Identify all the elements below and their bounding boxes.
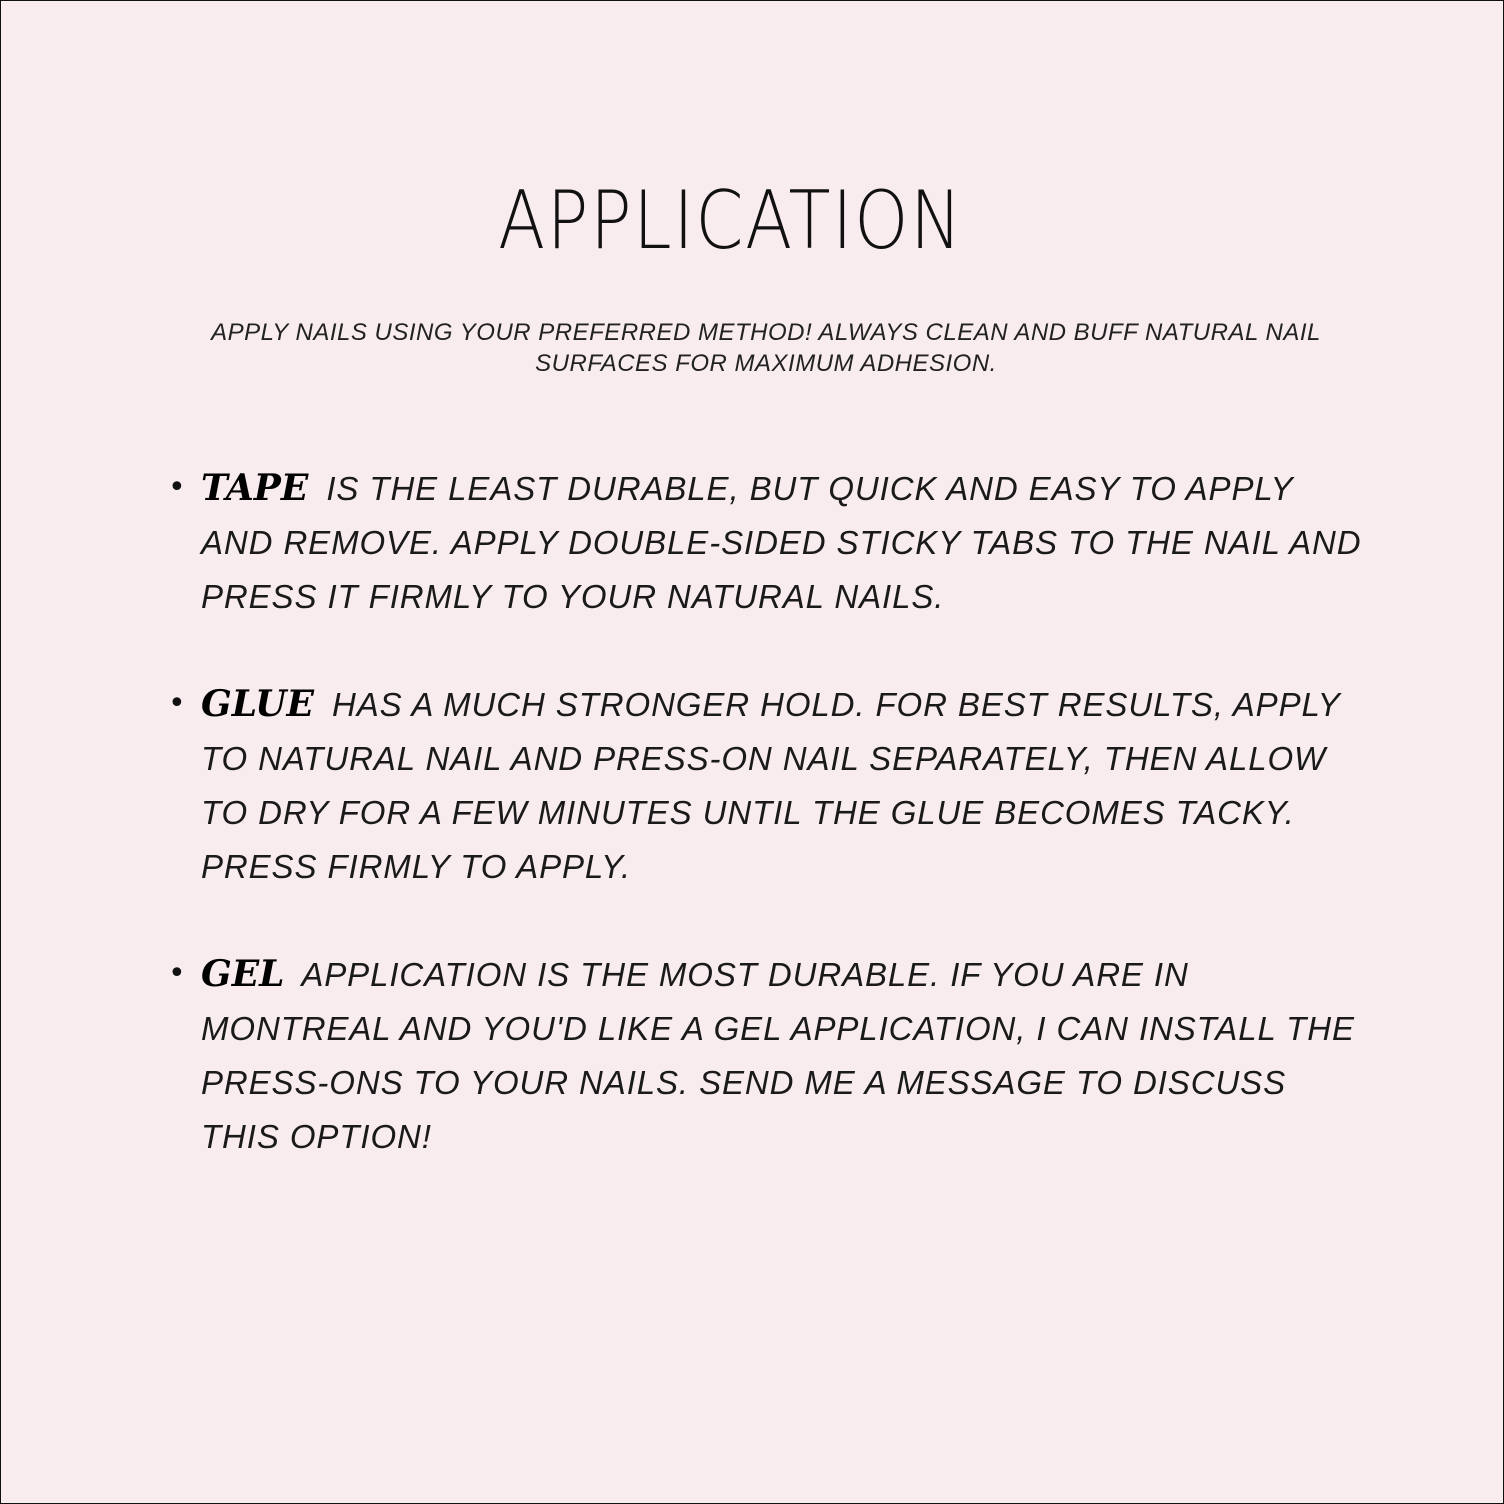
method-item-glue [168,677,1368,894]
method-item-tape [168,461,1368,624]
method-term-tape: TAPE [201,467,309,509]
method-text-glue: HAS A MUCH STRONGER HOLD. FOR BEST RESULTS, APPLY TO NATURAL NAIL AND PRESS-ON NAIL SEPARATELY, THEN ALLOW TO DRY FOR A FEW MINUTES UNTIL THE GLUE BECOMES TACKY. PRESS FIRMLY TO APPLY. [201,686,1341,885]
intro-text: APPLY NAILS USING YOUR PREFERRED METHOD! ALWAYS CLEAN AND BUFF NATURAL NAIL SURFACES FOR MAXIMUM ADHESION. [211,319,1321,377]
method-term-gel: GEL [201,953,285,995]
application-methods-list [1,1,1504,1504]
page-title: APPLICATION [498,174,964,267]
method-description [201,461,1368,624]
method-text-gel: APPLICATION IS THE MOST DURABLE. IF YOU ARE IN MONTREAL AND YOU'D LIKE A GEL APPLICATION, I CAN INSTALL THE PRESS-ONS TO YOUR NAILS. SEND ME A MESSAGE TO DISCUSS THIS OPTION! [201,956,1355,1155]
method-item-gel [168,947,1368,1164]
method-description [201,677,1368,894]
method-description [201,947,1368,1164]
method-text-tape: IS THE LEAST DURABLE, BUT QUICK AND EASY TO APPLY AND REMOVE. APPLY DOUBLE-SIDED STICKY TABS TO THE NAIL AND PRESS IT FIRMLY TO YOUR NATURAL NAILS. [201,470,1362,615]
method-term-glue: GLUE [201,683,314,725]
bullet-marker: • [168,686,186,721]
bullet-marker: • [168,956,186,991]
bullet-marker: • [168,470,186,505]
